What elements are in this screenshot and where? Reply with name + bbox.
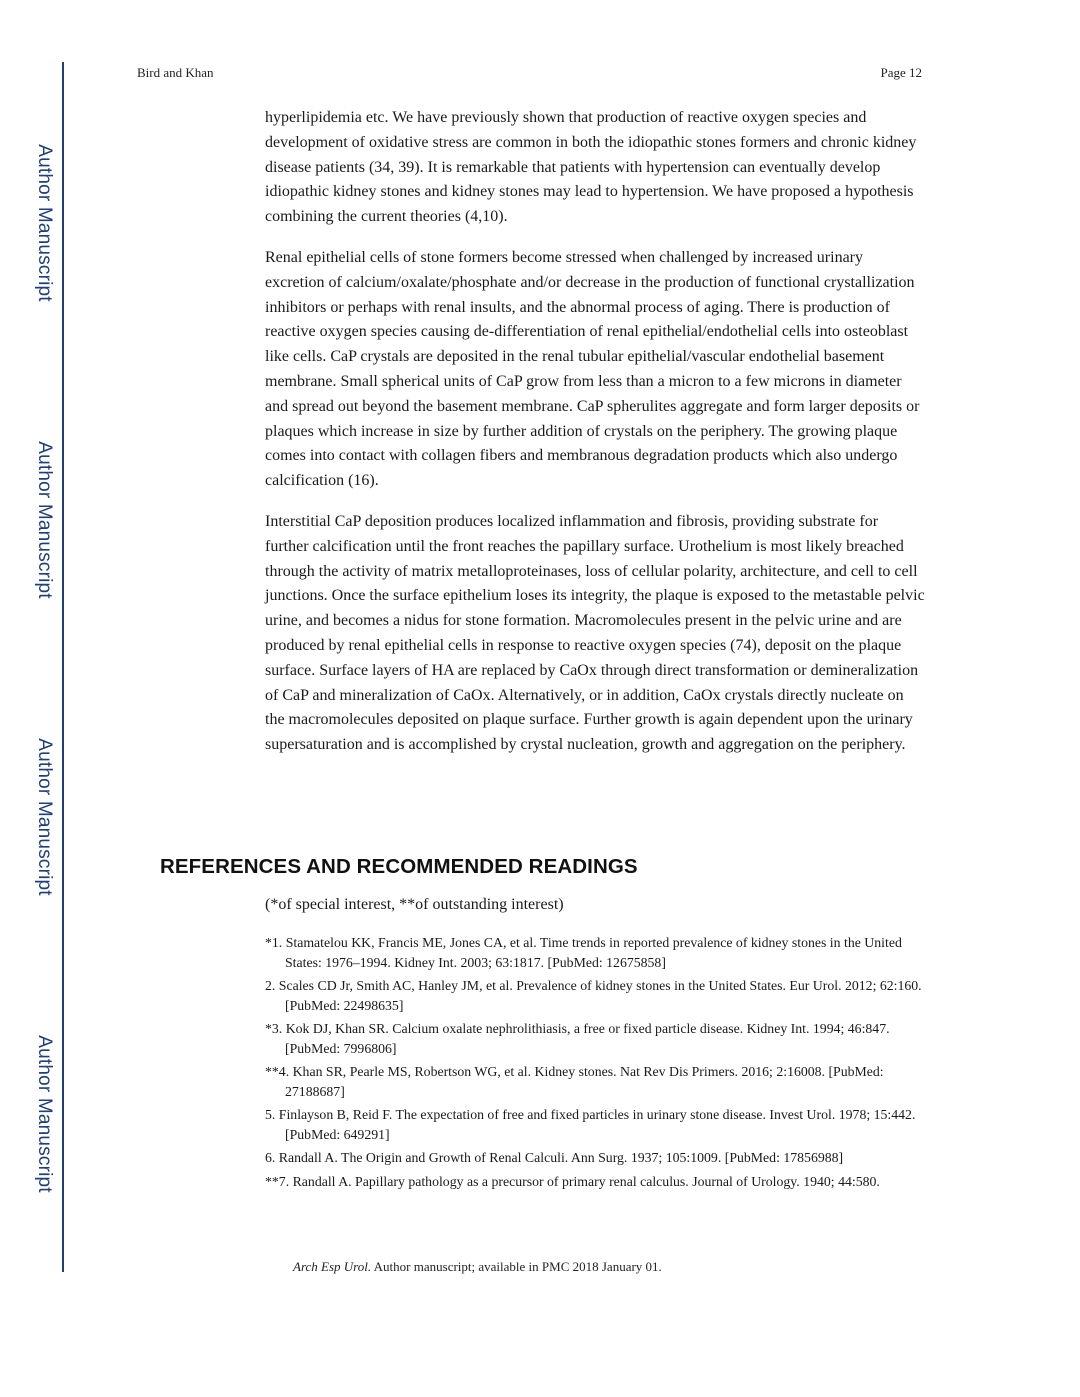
footer-journal: Arch Esp Urol.: [293, 1259, 372, 1274]
reference-item: 5. Finlayson B, Reid F. The expectation of free and fixed particles in urinary stone disease. Invest Urol. 1978; 15:442. [PubMed: 649291]: [265, 1107, 916, 1142]
reference-item: **7. Randall A. Papillary pathology as a precursor of primary renal calculus. Journal of Urology. 1940; 44:580.: [265, 1173, 880, 1189]
reference-item: 6. Randall A. The Origin and Growth of Renal Calculi. Ann Surg. 1937; 105:1009. [PubMed: 17856988]: [265, 1150, 844, 1165]
running-head-authors: Bird and Khan: [137, 65, 214, 80]
footer: [293, 1259, 662, 1275]
paragraph: Renal epithelial cells of stone formers become stressed when challenged by increased urinary excretion of calcium/oxalate/phosphate and/or decrease in the production of functional crystallization inhibitors or perhaps with renal insults, and the abnormal process of aging. There is production of reactive oxygen species causing de-differentiation of renal epithelial/endothelial cells into osteoblast like cells. CaP crystals are deposited in the renal tubular epithelial/vascular endothelial basement membrane. Small spherical units of CaP grow from less than a micron to a few microns in diameter and spread out beyond the basement membrane. CaP spherulites aggregate and form larger deposits or plaques which increase in size by further addition of crystals on the periphery. The growing plaque comes into contact with collagen fibers and membranous degradation products which also undergo calcification (16).: [265, 248, 920, 490]
reference-item: *3. Kok DJ, Khan SR. Calcium oxalate nephrolithiasis, a free or fixed particle disease. Kidney Int. 1994; 46:847. [PubMed: 7996806]: [265, 1021, 890, 1056]
paragraph: hyperlipidemia etc. We have previously shown that production of reactive oxygen species and development of oxidative stress are common in both the idiopathic stones formers and chronic kidney disease patients (34, 39). It is remarkable that patients with hypertension can eventually develop idiopathic kidney stones and kidney stones may lead to hypertension. We have proposed a hypothesis combining the current theories (4,10).: [265, 109, 917, 226]
reference-item: *1. Stamatelou KK, Francis ME, Jones CA, et al. Time trends in reported prevalence of kidney stones in the United States: 1976–1994. Kidney Int. 2003; 63:1817. [PubMed: 12675858]: [265, 935, 902, 970]
footer-text: Author manuscript; available in PMC 2018 January 01.: [373, 1259, 662, 1274]
reference-list: [265, 933, 925, 1195]
references-note: (*of special interest, **of outstanding interest): [265, 896, 564, 913]
paragraph: Interstitial CaP deposition produces localized inflammation and fibrosis, providing substrate for further calcification until the front reaches the papillary surface. Urothelium is most likely breached through the activity of matrix metalloproteinases, loss of cellular polarity, architecture, and cell to cell junctions. Once the surface epithelium loses its integrity, the plaque is exposed to the metastable pelvic urine, and becomes a nidus for stone formation. Macromolecules present in the pelvic urine and are produced by renal epithelial cells in response to reactive oxygen species (74), deposit on the plaque surface. Surface layers of HA are replaced by CaOx through direct transformation or demineralization of CaP and mineralization of CaOx. Alternatively, or in addition, CaOx crystals directly nucleate on the macromolecules deposited on plaque surface. Further growth is again dependent upon the urinary supersaturation and is accomplished by crystal nucleation, growth and aggregation on the periphery.: [265, 512, 925, 754]
reference-item: **4. Khan SR, Pearle MS, Robertson WG, et al. Kidney stones. Nat Rev Dis Primers. 2016; 2:16008. [PubMed: 27188687]: [265, 1064, 884, 1099]
running-head-page-number: Page 12: [880, 65, 922, 80]
references-heading: REFERENCES AND RECOMMENDED READINGS: [160, 855, 638, 878]
reference-item: 2. Scales CD Jr, Smith AC, Hanley JM, et al. Prevalence of kidney stones in the United States. Eur Urol. 2012; 62:160. [PubMed: 22498635]: [265, 978, 922, 1013]
body-text: [265, 106, 925, 774]
sidebar-rule: [62, 62, 64, 1272]
